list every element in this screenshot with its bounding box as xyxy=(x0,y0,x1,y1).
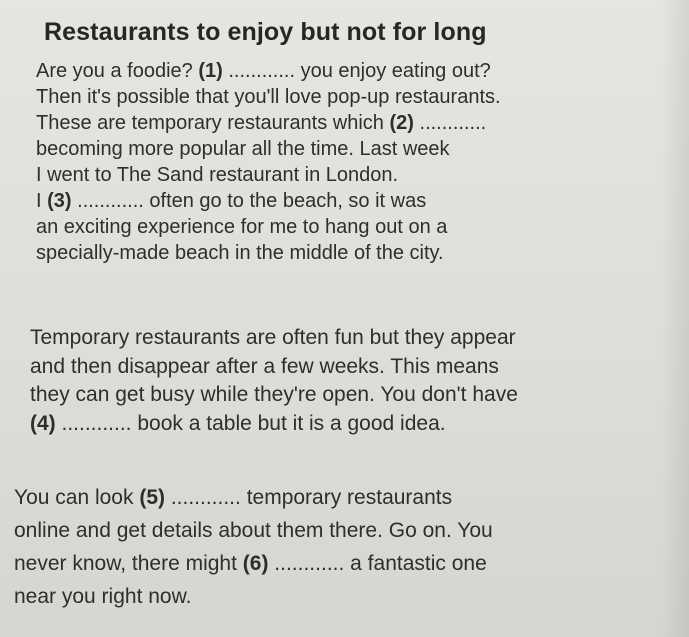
line-text: a fantastic one xyxy=(344,552,487,575)
text-line xyxy=(30,410,518,439)
line-text: You can look xyxy=(14,486,140,509)
line-text: I xyxy=(36,190,48,212)
text-line xyxy=(30,324,518,353)
line-text: often go to the beach, so it was xyxy=(143,190,427,212)
text-line xyxy=(36,214,501,240)
text-line xyxy=(36,136,501,162)
gap-blank-2: ............ xyxy=(413,112,487,134)
paragraph-1 xyxy=(36,58,501,266)
line-text: online and get details about them there. Go on. You xyxy=(14,519,493,542)
text-line xyxy=(36,162,501,188)
line-text: near you right now. xyxy=(14,585,192,608)
text-line xyxy=(36,188,501,214)
paragraph-2 xyxy=(30,324,518,438)
page-title: Restaurants to enjoy but not for long xyxy=(44,18,487,46)
text-line xyxy=(14,514,493,547)
text-line xyxy=(36,110,501,136)
line-text: I went to The Sand restaurant in London. xyxy=(36,164,399,186)
line-text: book a table but it is a good idea. xyxy=(131,411,446,435)
line-text: they can get busy while they're open. You don't have xyxy=(30,383,518,406)
text-line xyxy=(30,353,518,382)
line-text: never know, there might xyxy=(14,552,243,575)
line-text: Are you a foodie? xyxy=(36,60,199,82)
gap-number-2: (2) xyxy=(389,112,414,134)
line-text: becoming more popular all the time. Last week xyxy=(36,138,450,160)
text-line xyxy=(36,84,501,110)
text-line xyxy=(30,381,518,410)
text-line xyxy=(36,240,501,266)
gap-number-1: (1) xyxy=(198,60,223,82)
text-line xyxy=(14,580,493,613)
gap-blank-1: ............ xyxy=(222,60,296,82)
page-edge-shadow xyxy=(661,0,689,637)
gap-blank-6: ............ xyxy=(268,552,345,575)
text-line xyxy=(14,547,493,580)
line-text: and then disappear after a few weeks. This means xyxy=(30,354,499,378)
gap-number-5: (5) xyxy=(139,486,165,509)
gap-blank-4: ............ xyxy=(55,411,132,435)
gap-number-4: (4) xyxy=(30,411,56,435)
gap-blank-3: ............ xyxy=(71,190,144,212)
line-text: Temporary restaurants are often fun but they appear xyxy=(30,326,516,349)
line-text: temporary restaurants xyxy=(240,486,453,509)
line-text: Then it's possible that you'll love pop-up restaurants. xyxy=(36,86,501,108)
text-line xyxy=(36,58,501,84)
line-text: you enjoy eating out? xyxy=(295,60,491,82)
line-text: These are temporary restaurants which xyxy=(36,112,390,134)
gap-blank-5: ............ xyxy=(165,486,241,509)
gap-number-3: (3) xyxy=(47,190,72,212)
text-line xyxy=(14,481,493,514)
paragraph-3 xyxy=(14,481,493,613)
gap-number-6: (6) xyxy=(242,552,269,575)
line-text: specially-made beach in the middle of the city. xyxy=(36,242,444,264)
line-text: an exciting experience for me to hang out on a xyxy=(36,216,448,238)
